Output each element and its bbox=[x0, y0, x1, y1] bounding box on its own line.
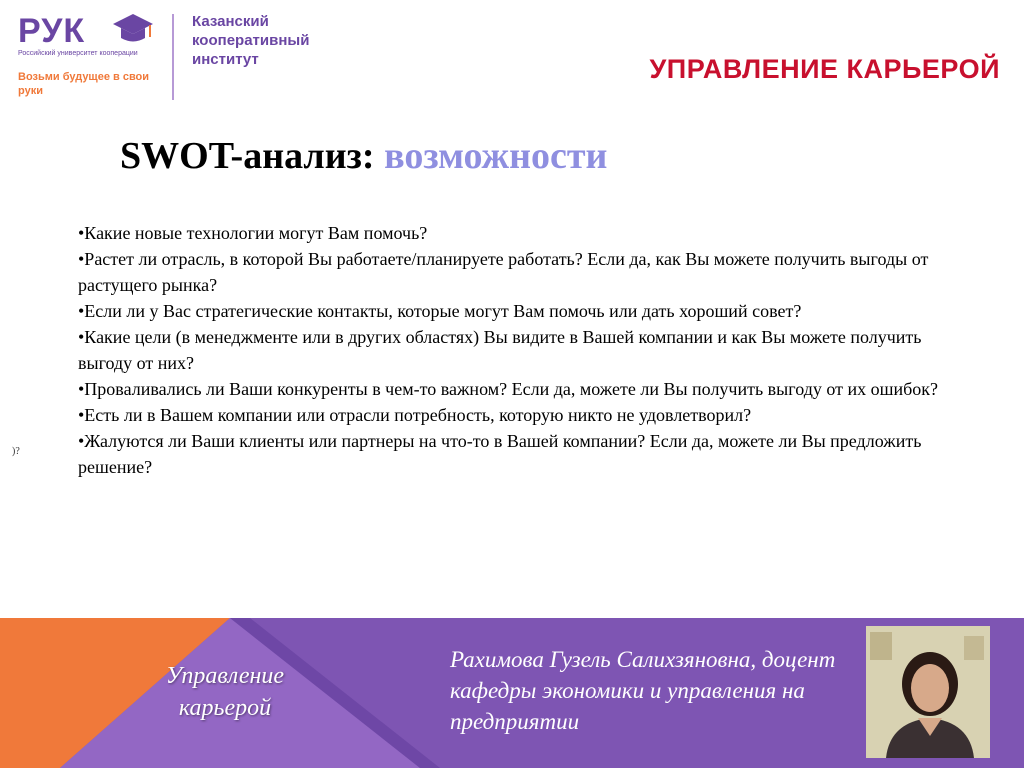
footer-band bbox=[0, 618, 1024, 768]
author-photo bbox=[866, 626, 990, 758]
header-title: УПРАВЛЕНИЕ КАРЬЕРОЙ bbox=[649, 54, 1000, 84]
bullet-item: •Какие цели (в менеджменте или в других областях) Вы видите в Вашей компании и как Вы можете получить выгоду от них? bbox=[78, 327, 922, 373]
author-photo-image bbox=[866, 626, 990, 758]
logo-university-name: Российский университет кооперации bbox=[18, 50, 138, 57]
logo-abbr: РУК bbox=[18, 12, 86, 50]
institute-name: Казанский кооперативный институт bbox=[192, 13, 310, 68]
graduation-cap-icon bbox=[112, 12, 154, 48]
slide-title bbox=[120, 134, 607, 178]
slide-title-accent: возможности bbox=[384, 135, 608, 177]
bullet-list bbox=[78, 220, 968, 480]
bullet-item: •Какие новые технологии могут Вам помочь? bbox=[78, 223, 428, 243]
logo-block bbox=[16, 8, 336, 104]
bullet-item: •Есть ли в Вашем компании или отрасли потребность, которую никто не удовлетворил? bbox=[78, 405, 752, 425]
bullet-item: •Проваливались ли Ваши конкуренты в чем-то важном? Если да, можете ли Вы получить выгоду от их ошибок? bbox=[78, 379, 939, 399]
slide-title-main: SWOT-анализ: bbox=[120, 135, 385, 177]
footer-course-title: Управление карьерой bbox=[165, 663, 285, 721]
bullet-item: •Жалуются ли Ваши клиенты или партнеры на что-то в Вашей компании? Если да, можете ли Вы предложить решение? bbox=[78, 431, 922, 477]
logo-divider bbox=[172, 14, 174, 100]
logo-slogan: Возьми будущее в свои руки bbox=[18, 71, 150, 97]
bullet-item: •Если ли у Вас стратегические контакты, которые могут Вам помочь или дать хороший совет? bbox=[78, 301, 802, 321]
bullet-item: •Растет ли отрасль, в которой Вы работаете/планируете работать? Если да, как Вы можете получить выгоды от растущего рынка? bbox=[78, 249, 929, 295]
footer-author: Рахимова Гузель Салихзяновна, доцент кафедры экономики и управления на предприятии bbox=[450, 647, 836, 734]
stray-mark: )? bbox=[12, 446, 20, 457]
